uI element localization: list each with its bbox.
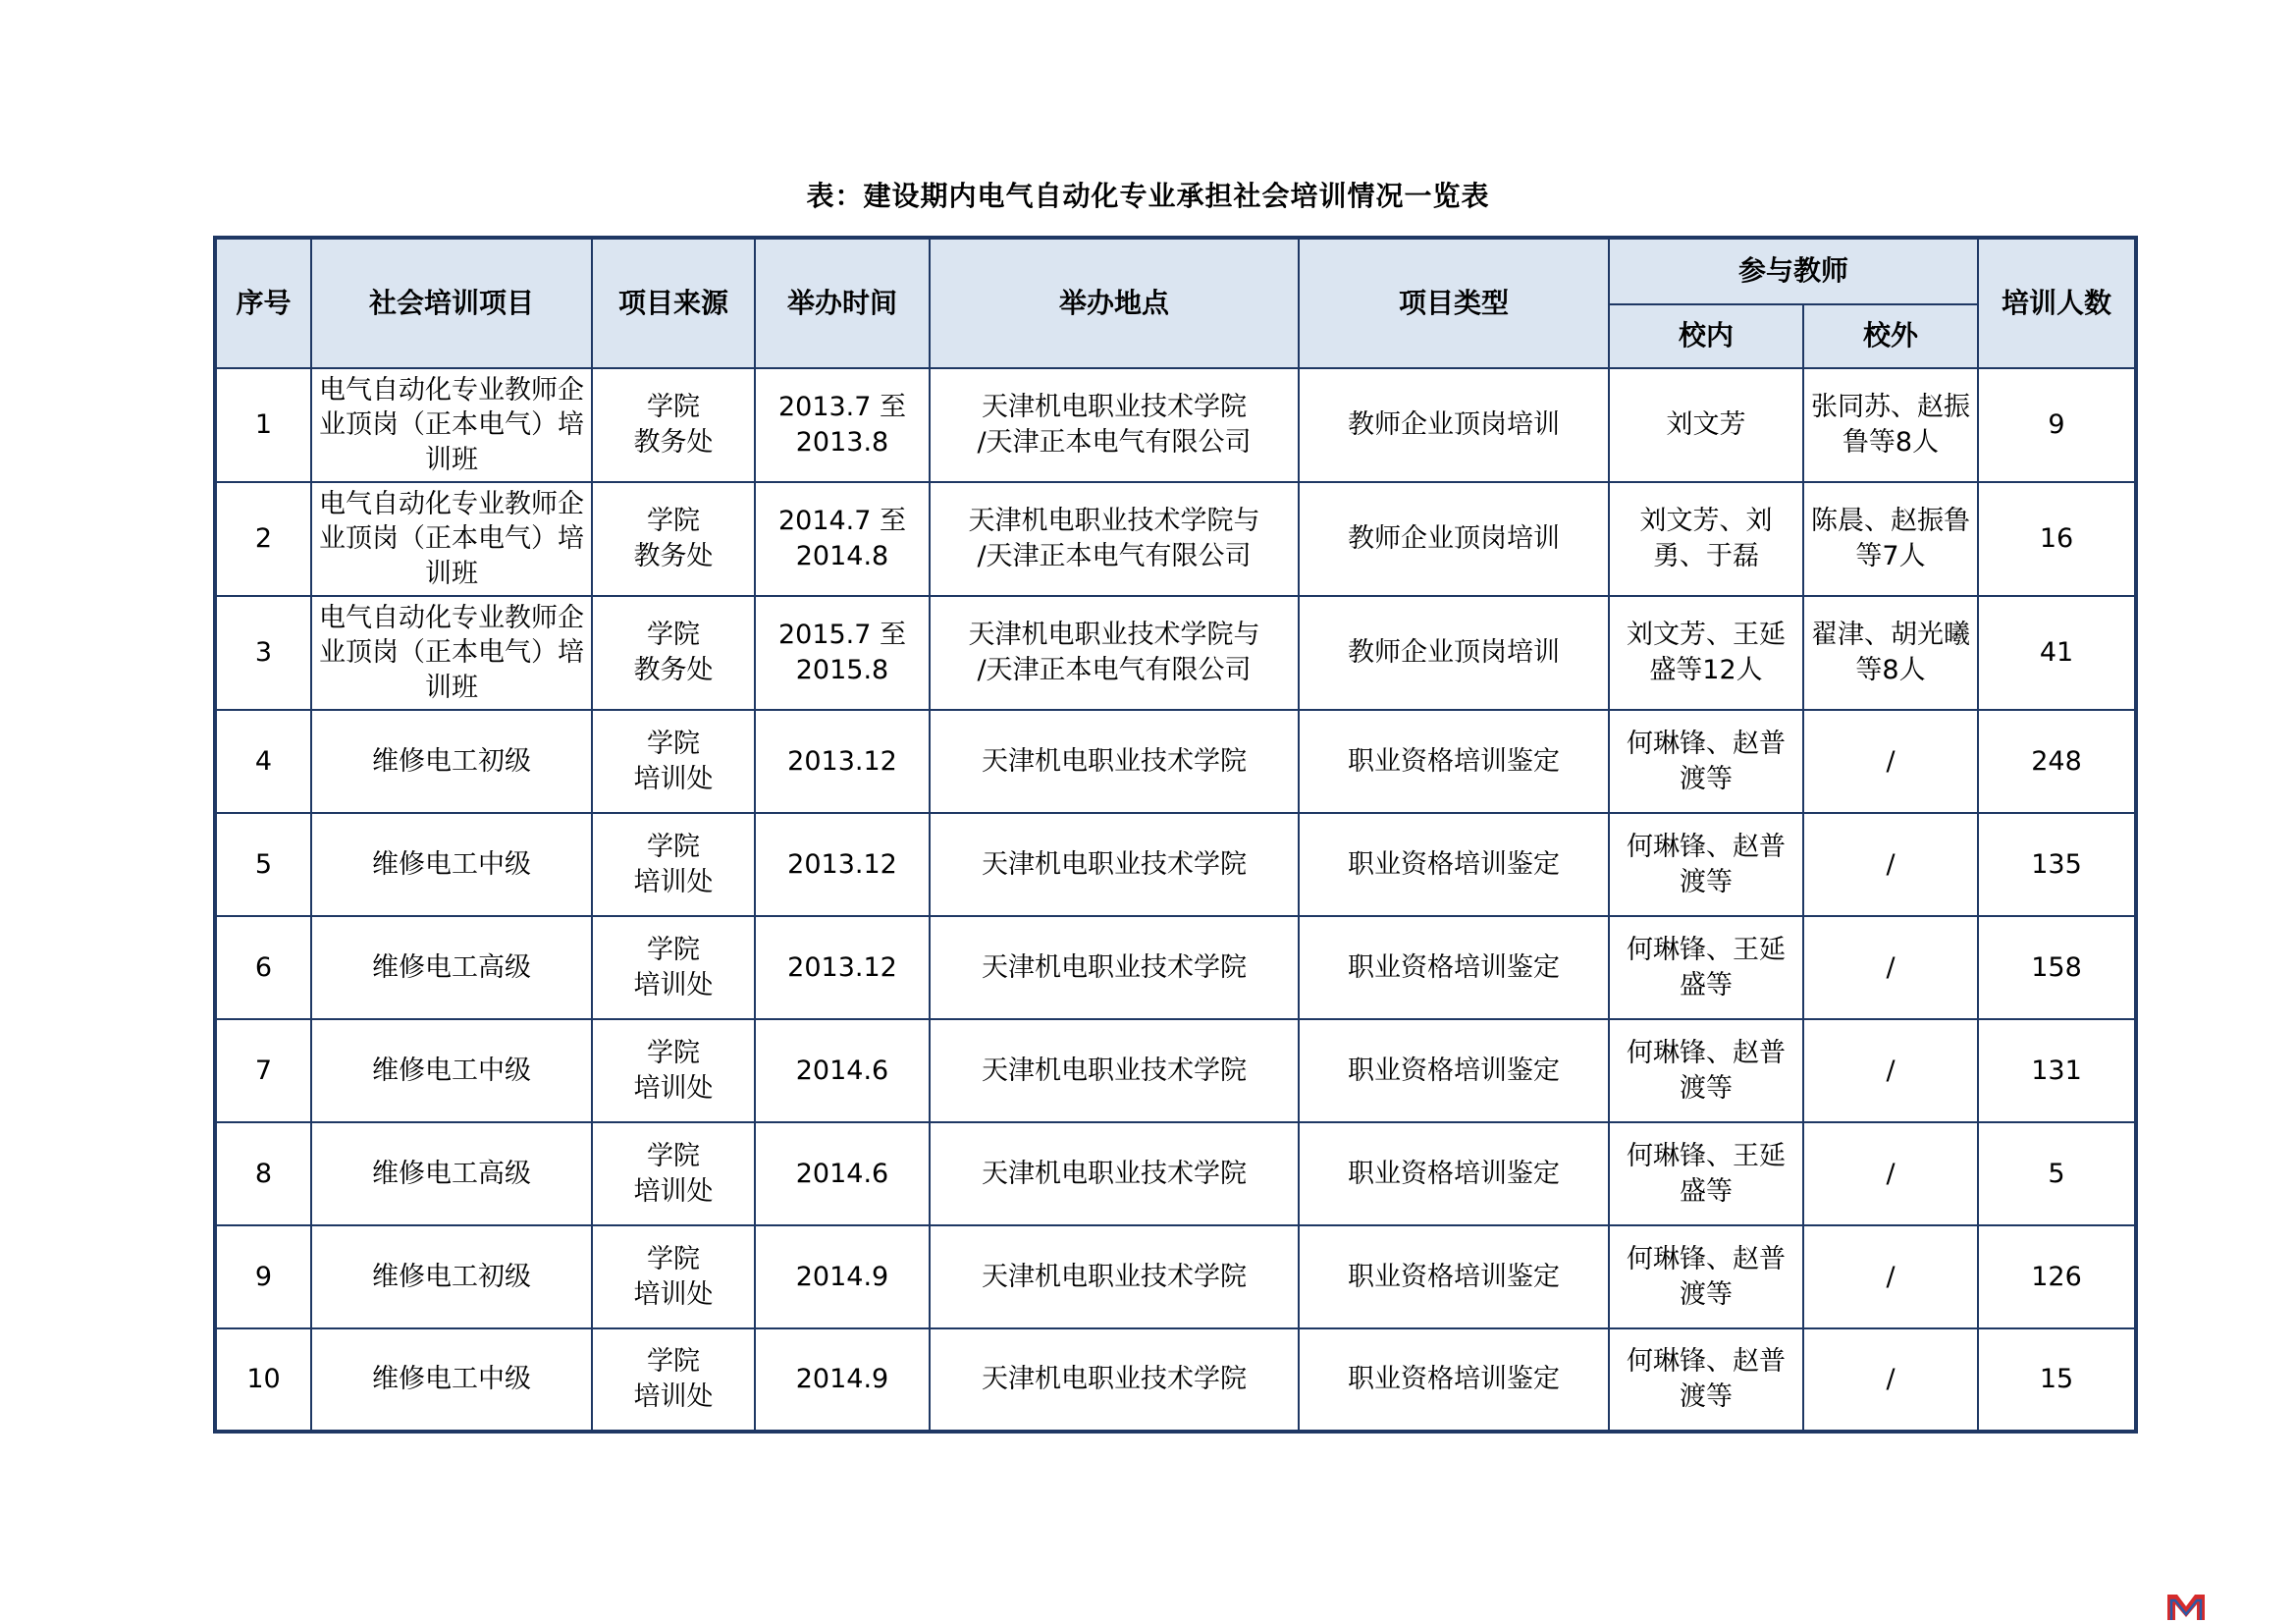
cell-project: 维修电工初级 bbox=[311, 1225, 592, 1328]
cell-source: 学院 培训处 bbox=[592, 916, 755, 1019]
cell-type: 教师企业顶岗培训 bbox=[1299, 368, 1609, 482]
cell-source: 学院 培训处 bbox=[592, 1225, 755, 1328]
cell-place: 天津机电职业技术学院 bbox=[930, 1225, 1299, 1328]
cell-seq: 10 bbox=[215, 1328, 311, 1432]
cell-time: 2013.12 bbox=[755, 813, 930, 916]
header-external: 校外 bbox=[1803, 304, 1978, 368]
cell-seq: 2 bbox=[215, 482, 311, 596]
header-project: 社会培训项目 bbox=[311, 238, 592, 368]
header-place: 举办地点 bbox=[930, 238, 1299, 368]
cell-project: 电气自动化专业教师企业顶岗（正本电气）培训班 bbox=[311, 368, 592, 482]
cell-internal: 何琳锋、赵普渡等 bbox=[1609, 1019, 1803, 1122]
header-type: 项目类型 bbox=[1299, 238, 1609, 368]
cell-internal: 何琳锋、赵普渡等 bbox=[1609, 813, 1803, 916]
table-row bbox=[215, 1225, 2136, 1328]
header-seq: 序号 bbox=[215, 238, 311, 368]
cell-seq: 1 bbox=[215, 368, 311, 482]
cell-time: 2013.12 bbox=[755, 710, 930, 813]
cell-project: 维修电工初级 bbox=[311, 710, 592, 813]
cell-count: 126 bbox=[1978, 1225, 2136, 1328]
header-internal: 校内 bbox=[1609, 304, 1803, 368]
header-count: 培训人数 bbox=[1978, 238, 2136, 368]
cell-project: 维修电工高级 bbox=[311, 1122, 592, 1225]
table-row bbox=[215, 1019, 2136, 1122]
table-row bbox=[215, 482, 2136, 596]
cell-external: / bbox=[1803, 916, 1978, 1019]
cell-place: 天津机电职业技术学院 bbox=[930, 1122, 1299, 1225]
cell-time: 2013.7 至 2013.8 bbox=[755, 368, 930, 482]
cell-project: 电气自动化专业教师企业顶岗（正本电气）培训班 bbox=[311, 596, 592, 710]
cell-time: 2014.9 bbox=[755, 1328, 930, 1432]
cell-place: 天津机电职业技术学院 bbox=[930, 1328, 1299, 1432]
cell-internal: 何琳锋、赵普渡等 bbox=[1609, 1328, 1803, 1432]
cell-place: 天津机电职业技术学院 bbox=[930, 710, 1299, 813]
header-source: 项目来源 bbox=[592, 238, 755, 368]
cell-external: / bbox=[1803, 1122, 1978, 1225]
cell-internal: 刘文芳、王延盛等12人 bbox=[1609, 596, 1803, 710]
cell-seq: 4 bbox=[215, 710, 311, 813]
header-time: 举办时间 bbox=[755, 238, 930, 368]
cell-type: 职业资格培训鉴定 bbox=[1299, 1019, 1609, 1122]
cell-source: 学院 培训处 bbox=[592, 1328, 755, 1432]
cell-type: 职业资格培训鉴定 bbox=[1299, 813, 1609, 916]
cell-source: 学院 教务处 bbox=[592, 368, 755, 482]
table-row bbox=[215, 813, 2136, 916]
cell-time: 2014.7 至 2014.8 bbox=[755, 482, 930, 596]
cell-time: 2015.7 至 2015.8 bbox=[755, 596, 930, 710]
cell-seq: 6 bbox=[215, 916, 311, 1019]
cell-type: 职业资格培训鉴定 bbox=[1299, 916, 1609, 1019]
cell-place: 天津机电职业技术学院与 /天津正本电气有限公司 bbox=[930, 482, 1299, 596]
cell-project: 维修电工高级 bbox=[311, 916, 592, 1019]
cell-internal: 何琳锋、王延盛等 bbox=[1609, 916, 1803, 1019]
cell-external: / bbox=[1803, 710, 1978, 813]
cell-count: 5 bbox=[1978, 1122, 2136, 1225]
cell-time: 2013.12 bbox=[755, 916, 930, 1019]
cell-source: 学院 教务处 bbox=[592, 596, 755, 710]
m-logo-icon bbox=[2165, 1591, 2207, 1622]
cell-count: 135 bbox=[1978, 813, 2136, 916]
cell-internal: 刘文芳 bbox=[1609, 368, 1803, 482]
cell-project: 维修电工中级 bbox=[311, 813, 592, 916]
table-row bbox=[215, 1328, 2136, 1432]
cell-count: 41 bbox=[1978, 596, 2136, 710]
cell-seq: 9 bbox=[215, 1225, 311, 1328]
cell-seq: 7 bbox=[215, 1019, 311, 1122]
cell-place: 天津机电职业技术学院与 /天津正本电气有限公司 bbox=[930, 596, 1299, 710]
cell-type: 职业资格培训鉴定 bbox=[1299, 1122, 1609, 1225]
cell-source: 学院 培训处 bbox=[592, 710, 755, 813]
cell-type: 教师企业顶岗培训 bbox=[1299, 482, 1609, 596]
cell-place: 天津机电职业技术学院 bbox=[930, 1019, 1299, 1122]
cell-source: 学院 培训处 bbox=[592, 813, 755, 916]
cell-internal: 何琳锋、王延盛等 bbox=[1609, 1122, 1803, 1225]
table-row bbox=[215, 710, 2136, 813]
cell-type: 职业资格培训鉴定 bbox=[1299, 1328, 1609, 1432]
table-row bbox=[215, 1122, 2136, 1225]
cell-seq: 8 bbox=[215, 1122, 311, 1225]
cell-source: 学院 培训处 bbox=[592, 1122, 755, 1225]
table-row bbox=[215, 916, 2136, 1019]
table-row bbox=[215, 368, 2136, 482]
cell-count: 248 bbox=[1978, 710, 2136, 813]
cell-count: 158 bbox=[1978, 916, 2136, 1019]
cell-type: 教师企业顶岗培训 bbox=[1299, 596, 1609, 710]
cell-external: / bbox=[1803, 813, 1978, 916]
cell-external: / bbox=[1803, 1019, 1978, 1122]
cell-project: 维修电工中级 bbox=[311, 1019, 592, 1122]
header-row bbox=[215, 238, 2136, 304]
cell-project: 电气自动化专业教师企业顶岗（正本电气）培训班 bbox=[311, 482, 592, 596]
cell-external: / bbox=[1803, 1225, 1978, 1328]
cell-type: 职业资格培训鉴定 bbox=[1299, 1225, 1609, 1328]
cell-place: 天津机电职业技术学院 /天津正本电气有限公司 bbox=[930, 368, 1299, 482]
cell-place: 天津机电职业技术学院 bbox=[930, 916, 1299, 1019]
table-body bbox=[215, 368, 2136, 1432]
cell-internal: 何琳锋、赵普渡等 bbox=[1609, 710, 1803, 813]
cell-external: 张同苏、赵振鲁等8人 bbox=[1803, 368, 1978, 482]
cell-time: 2014.9 bbox=[755, 1225, 930, 1328]
cell-place: 天津机电职业技术学院 bbox=[930, 813, 1299, 916]
cell-seq: 5 bbox=[215, 813, 311, 916]
cell-internal: 何琳锋、赵普渡等 bbox=[1609, 1225, 1803, 1328]
cell-count: 15 bbox=[1978, 1328, 2136, 1432]
table-row bbox=[215, 596, 2136, 710]
cell-external: / bbox=[1803, 1328, 1978, 1432]
cell-time: 2014.6 bbox=[755, 1019, 930, 1122]
header-teachers: 参与教师 bbox=[1609, 238, 1978, 304]
cell-source: 学院 教务处 bbox=[592, 482, 755, 596]
table-caption: 表：建设期内电气自动化专业承担社会培训情况一览表 bbox=[806, 180, 1490, 212]
cell-count: 9 bbox=[1978, 368, 2136, 482]
cell-count: 131 bbox=[1978, 1019, 2136, 1122]
cell-seq: 3 bbox=[215, 596, 311, 710]
cell-project: 维修电工中级 bbox=[311, 1328, 592, 1432]
cell-external: 陈晨、赵振鲁 等7人 bbox=[1803, 482, 1978, 596]
cell-count: 16 bbox=[1978, 482, 2136, 596]
cell-internal: 刘文芳、刘勇、于磊 bbox=[1609, 482, 1803, 596]
cell-source: 学院 培训处 bbox=[592, 1019, 755, 1122]
cell-external: 翟津、胡光曦 等8人 bbox=[1803, 596, 1978, 710]
cell-type: 职业资格培训鉴定 bbox=[1299, 710, 1609, 813]
cell-time: 2014.6 bbox=[755, 1122, 930, 1225]
training-table bbox=[213, 236, 2138, 1434]
